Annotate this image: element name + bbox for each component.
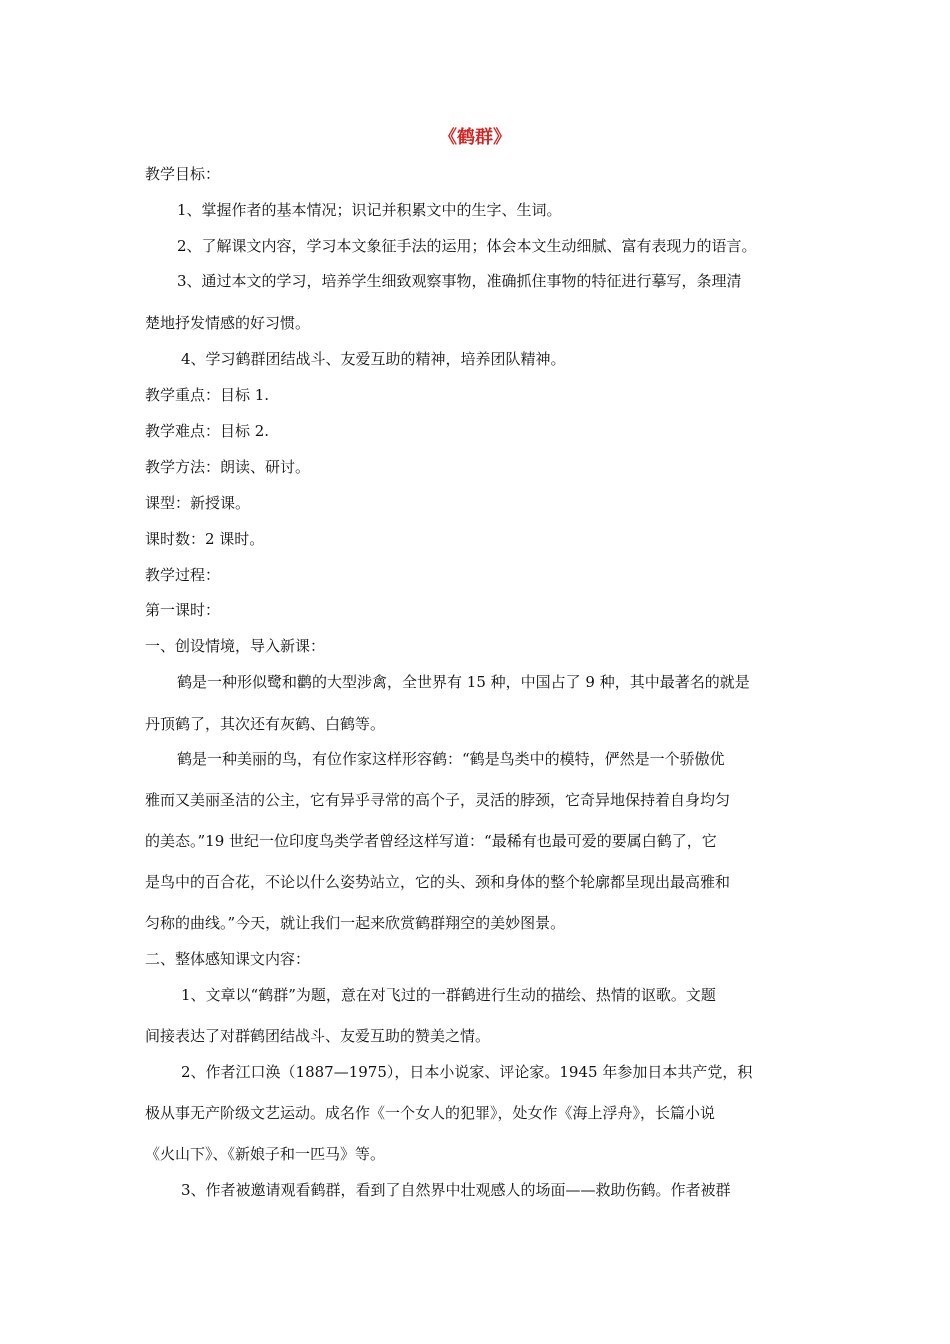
paragraph-line: 3、作者被邀请观看鹤群，看到了自然界中壮观感人的场面——救助伤鹤。作者被群: [181, 1181, 731, 1199]
paragraph-line: 间接表达了对群鹤团结战斗、友爱互助的赞美之情。: [145, 1027, 491, 1045]
teaching-difficulty: 教学难点：目标 2.: [145, 422, 270, 440]
first-lesson-heading: 第一课时：: [145, 601, 221, 619]
paragraph-line: 1、文章以“鹤群”为题，意在对飞过的一群鹤进行生动的描绘、热情的讴歌。文题: [181, 986, 716, 1004]
teaching-focus: 教学重点：目标 1.: [145, 386, 270, 404]
paragraph-line: 2、作者江口涣（1887—1975），日本小说家、评论家。1945 年参加日本共产党，积: [181, 1063, 753, 1081]
section-heading-objectives: 教学目标：: [145, 165, 221, 183]
paragraph-line: 《火山下》、《新娘子和一匹马》等。: [145, 1145, 386, 1163]
paragraph-line: 是鸟中的百合花，不论以什么姿势站立，它的头、颈和身体的整个轮廓都呈现出最高雅和: [145, 873, 731, 891]
section-1-heading: 一、创设情境，导入新课：: [145, 637, 326, 655]
objective-3-cont: 楚地抒发情感的好习惯。: [145, 314, 311, 332]
lesson-hours: 课时数：2 课时。: [145, 530, 265, 548]
paragraph-line: 匀称的曲线。”今天，就让我们一起来欣赏鹤群翔空的美妙图景。: [145, 914, 566, 932]
teaching-method: 教学方法：朗读、研讨。: [145, 458, 311, 476]
paragraph-line: 丹顶鹤了，其次还有灰鹤、白鹤等。: [145, 715, 386, 733]
paragraph-line: 鹤是一种美丽的鸟，有位作家这样形容鹤：“鹤是鸟类中的模特，俨然是一个骄傲优: [177, 750, 725, 768]
paragraph-line: 雅而又美丽圣洁的公主，它有异乎寻常的高个子，灵活的脖颈，它奇异地保持着自身均匀: [145, 791, 731, 809]
objective-4: 4、学习鹤群团结战斗、友爱互助的精神，培养团队精神。: [181, 350, 566, 368]
paragraph-line: 鹤是一种形似鹭和鹳的大型涉禽，全世界有 15 种，中国占了 9 种，其中最著名的就是: [177, 673, 750, 691]
objective-1: 1、掌握作者的基本情况；识记并积累文中的生字、生词。: [177, 201, 562, 219]
document-title: 《鹤群》: [439, 127, 511, 148]
paragraph-line: 极从事无产阶级文艺运动。成名作《一个女人的犯罪》，处女作《海上浮舟》，长篇小说: [145, 1104, 716, 1122]
objective-2: 2、了解课文内容，学习本文象征手法的运用；体会本文生动细腻、富有表现力的语言。: [177, 237, 757, 255]
teaching-process-heading: 教学过程：: [145, 566, 221, 584]
objective-3: 3、通过本文的学习，培养学生细致观察事物，准确抓住事物的特征进行摹写，条理清: [177, 272, 742, 290]
lesson-type: 课型：新授课。: [145, 494, 251, 512]
paragraph-line: 的美态。”19 世纪一位印度鸟类学者曾经这样写道：“最稀有也最可爱的要属白鹤了，它: [145, 832, 717, 850]
section-2-heading: 二、整体感知课文内容：: [145, 950, 311, 968]
